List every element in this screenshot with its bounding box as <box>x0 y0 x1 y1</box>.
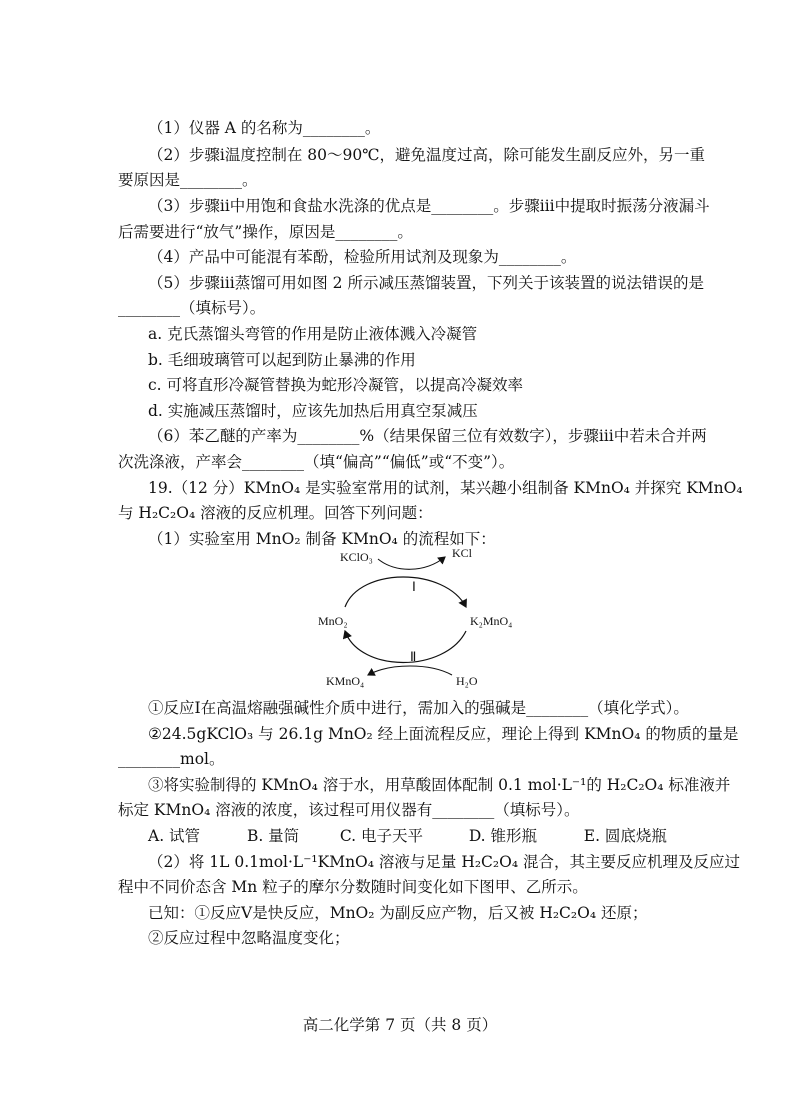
q19-part1-q1: ①反应Ⅰ在高温熔融强碱性介质中进行，需加入的强碱是________（填化学式）。 <box>148 699 689 717</box>
q18-part5-line2: ________（填标号）。 <box>118 299 266 317</box>
q19-part1-q3-line2: 标定 KMnO₄ 溶液的浓度，该过程可用仪器有________（填标号）。 <box>118 801 580 819</box>
label-kmno4: KMnO₄ <box>326 674 365 688</box>
q19-known-2: ②反应过程中忽略温度变化； <box>148 929 350 947</box>
h2o-to-kmno4-arrow <box>368 666 452 675</box>
q19-part2-line1: （2）将 1L 0.1mol·L⁻¹KMnO₄ 溶液与足量 H₂C₂O₄ 混合，其主要反应机理及反应过 <box>148 853 740 871</box>
choice-d: D. 锥形瓶 <box>468 827 538 845</box>
q19-intro-line2: 与 H₂C₂O₄ 溶液的反应机理。回答下列问题： <box>118 504 433 522</box>
label-k2mno4: K₂MnO₄ <box>470 614 513 628</box>
q18-option-b: b. 毛细玻璃管可以起到防止暴沸的作用 <box>148 351 416 369</box>
q18-part2-line1: （2）步骤ⅰ温度控制在 80～90℃，避免温度过高，除可能发生副反应外，另一重 <box>148 146 706 164</box>
q19-part2-line2: 程中不同价态含 Mn 粒子的摩尔分数随时间变化如下图甲、乙所示。 <box>118 878 588 896</box>
q18-part3-line2: 后需要进行“放气”操作，原因是________。 <box>118 223 413 241</box>
q18-part2-line2: 要原因是________。 <box>118 171 258 189</box>
q19-intro-line1: 19.（12 分）KMnO₄ 是实验室常用的试剂，某兴趣小组制备 KMnO₄ 并探究 KMnO₄ <box>148 479 743 497</box>
q19-part1-q3-line1: ③将实验制得的 KMnO₄ 溶于水，用草酸固体配制 0.1 mol·L⁻¹的 H₂C₂O₄ 标准液并 <box>148 776 731 794</box>
lower-arc-arrow <box>345 631 466 663</box>
q18-part1: （1）仪器 A 的名称为________。 <box>148 119 381 137</box>
label-kclo3: KClO₃ <box>340 550 373 564</box>
q18-option-d: d. 实施减压蒸馏时，应该先加热后用真空泵减压 <box>148 402 478 420</box>
label-h2o: H₂O <box>456 674 478 688</box>
q19-part1-q2-line2: ________mol。 <box>118 750 225 768</box>
q19-part1-q2-line1: ②24.5gKClO₃ 与 26.1g MnO₂ 经上面流程反应，理论上得到 KMnO₄ 的物质的量是 <box>148 725 739 743</box>
q18-part5-line1: （5）步骤ⅲ蒸馏可用如图 2 所示减压蒸馏装置，下列关于该装置的说法错误的是 <box>148 274 704 292</box>
q18-part6-line2: 次洗涤液，产率会________（填“偏高”“偏低”或“不变”）。 <box>118 453 515 471</box>
upper-arc-arrow <box>345 577 466 607</box>
page-footer: 高二化学第 7 页（共 8 页） <box>302 1016 498 1034</box>
kclo3-to-kcl-arrow <box>378 557 445 569</box>
label-step1: Ⅰ <box>412 579 416 594</box>
q18-part3-line1: （3）步骤ⅱ中用饱和食盐水洗涤的优点是________。步骤ⅲ中提取时振荡分液漏斗 <box>148 197 710 215</box>
q18-part4: （4）产品中可能混有苯酚，检验所用试剂及现象为________。 <box>148 248 577 266</box>
label-step2: Ⅱ <box>410 649 417 664</box>
reaction-cycle-diagram <box>0 545 800 695</box>
choice-e: E. 圆底烧瓶 <box>583 827 667 845</box>
q18-option-a: a. 克氏蒸馏头弯管的作用是防止液体溅入冷凝管 <box>148 325 478 343</box>
choice-c: C. 电子天平 <box>339 827 424 845</box>
choice-b: B. 量筒 <box>246 827 300 845</box>
choice-a: A. 试管 <box>148 827 201 845</box>
label-kcl: KCl <box>452 546 473 560</box>
q19-part1-heading: （1）实验室用 MnO₂ 制备 KMnO₄ 的流程如下： <box>148 530 496 548</box>
q18-option-c: c. 可将直形冷凝管替换为蛇形冷凝管，以提高冷凝效率 <box>148 376 524 394</box>
q18-part6-line1: （6）苯乙醚的产率为________%（结果保留三位有效数字），步骤ⅲ中若未合并两 <box>148 427 707 445</box>
q19-choices <box>148 826 667 846</box>
q19-known-1: 已知：①反应Ⅴ是快反应，MnO₂ 为副反应产物，后又被 H₂C₂O₄ 还原； <box>148 904 648 922</box>
label-mno2: MnO₂ <box>318 614 348 628</box>
